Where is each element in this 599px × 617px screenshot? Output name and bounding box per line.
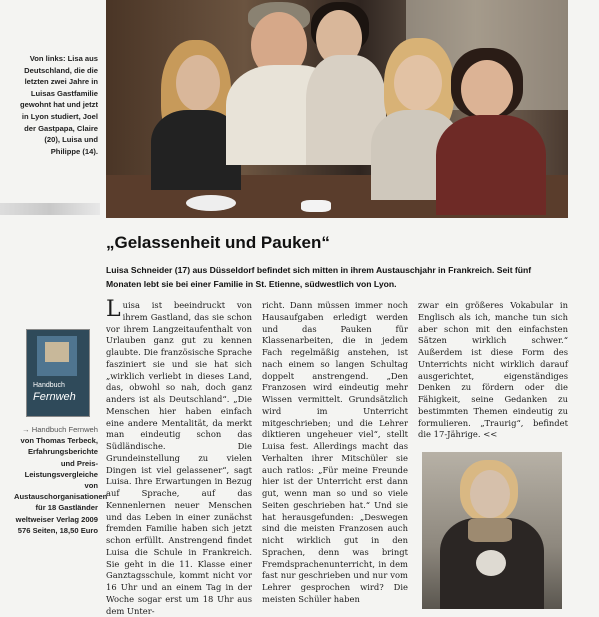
group-photo (106, 0, 568, 218)
article-lede: Luisa Schneider (17) aus Düsseldorf befindet sich mitten in ihrem Austauschjahr in Frankreich. Seit fünf Monaten lebt sie bei einer Familie in St. Etienne, südwestlich von Lyon. (106, 265, 532, 289)
book-caption-text: von Thomas Terbeck, Erfahrungsberichte und Preis-Leistungsvergleiche von Austauschorganisationen für 18 Gastländer weltweiser Verlag 2009 576 Seiten, 18,50 Euro (14, 436, 108, 535)
portrait-photo (422, 452, 562, 609)
article-column-1 (106, 297, 252, 617)
blurred-strip (0, 203, 100, 215)
book-caption (14, 424, 108, 536)
article-column-3: zwar ein größeres Vokabular in Englisch als ich, manche tun sich aber schon mit den einfachsten Sätzen wirklich schwer.“ Außerdem ist diese Form des Unterrichts nicht wirklich darauf ausgerichtet, eigenständiges Denken zu fördern oder die Fähigkeit, seine Gedanken zu bestimmten Themen eindeutig zu formulieren. „Traurig“, befindet die 17-Jährige. << (418, 300, 568, 440)
book-cover-small: Handbuch (33, 382, 65, 389)
arrow-icon: → (22, 425, 32, 434)
photo-caption-lead: Von links: (29, 54, 66, 63)
dropcap: L (106, 297, 121, 322)
column-1-text: uisa ist beeindruckt von ihrem Gastland, das sie schon vor ihrem Langzeitaufenthalt von Urlauben ganz gut zu kennen glaubte. Die französische Sprache fasziniert sie und sie hat sich „wirklich verliebt in dieses Land, das, obwohl so nah, doch ganz anders ist als Deutschland“. „Die Menschen hier haben einfach eine andere Mentalität, da merkt man eindeutig schon das Südländische. Die Grundeinstellung zu vielen Dingen ist viel gelassener“, sagt Luisa. Ihre Erwartungen in Bezug auf Sprache, auf das Kennenlernen neuer Menschen und das Leben in einer zunächst fremden Familie haben sich jetzt schon erfüllt. Anstrengend findet Luisa die Schule in Frankreich. Sie geht in die 11. Klasse einer Ganztagsschule, kommt nicht vor 16 Uhr und an einem Tag in der Woche sogar erst um 18 Uhr aus dem Unter- (106, 300, 252, 616)
book-cover (26, 329, 90, 417)
article-headline: „Gelassenheit und Pauken“ (106, 233, 330, 252)
book-cover-title: Fernweh (33, 391, 76, 403)
photo-caption-text: Lisa aus Deutschland, die die letzten zwei Jahre in Luisas Gastfamilie gewohnt hat und jetzt in Lyon studiert, Joel der Gastpapa, Claire (20), Luisa und Philippe (14). (19, 54, 98, 156)
book-caption-lead: Handbuch Fernweh (31, 425, 98, 434)
photo-caption (14, 53, 98, 157)
article-column-2: richt. Dann müssen immer noch Hausaufgaben erledigt werden und das Pauken für Klassenarbeiten, die in jedem Fach regelmäßig anstehen, ist nach einem so langen Schultag doppelt anstrengend. „Den Franzosen wird eindeutig mehr Wissen vermittelt. Grundsätzlich wird im Unterricht mitgeschrieben; und die Lehrer diktieren ungeheuer viel“, stellt Luisa fest. Allerdings macht das Verhalten ihrer Mitschüler sie auch ratlos: „Für meine Freunde hier ist der Unterricht erst dann gut, wenn man so und so viele Seiten geschrieben hat.“ Und sie hat herausgefunden: „Deswegen sind die meisten Franzosen auch nicht wirklich gut in den Sprachen, denn was bringt Fremdsprachenunterricht, in dem fast nur geschrieben und nur vom Lehrer gesprochen wird? Die meisten Schüler haben (262, 300, 408, 604)
